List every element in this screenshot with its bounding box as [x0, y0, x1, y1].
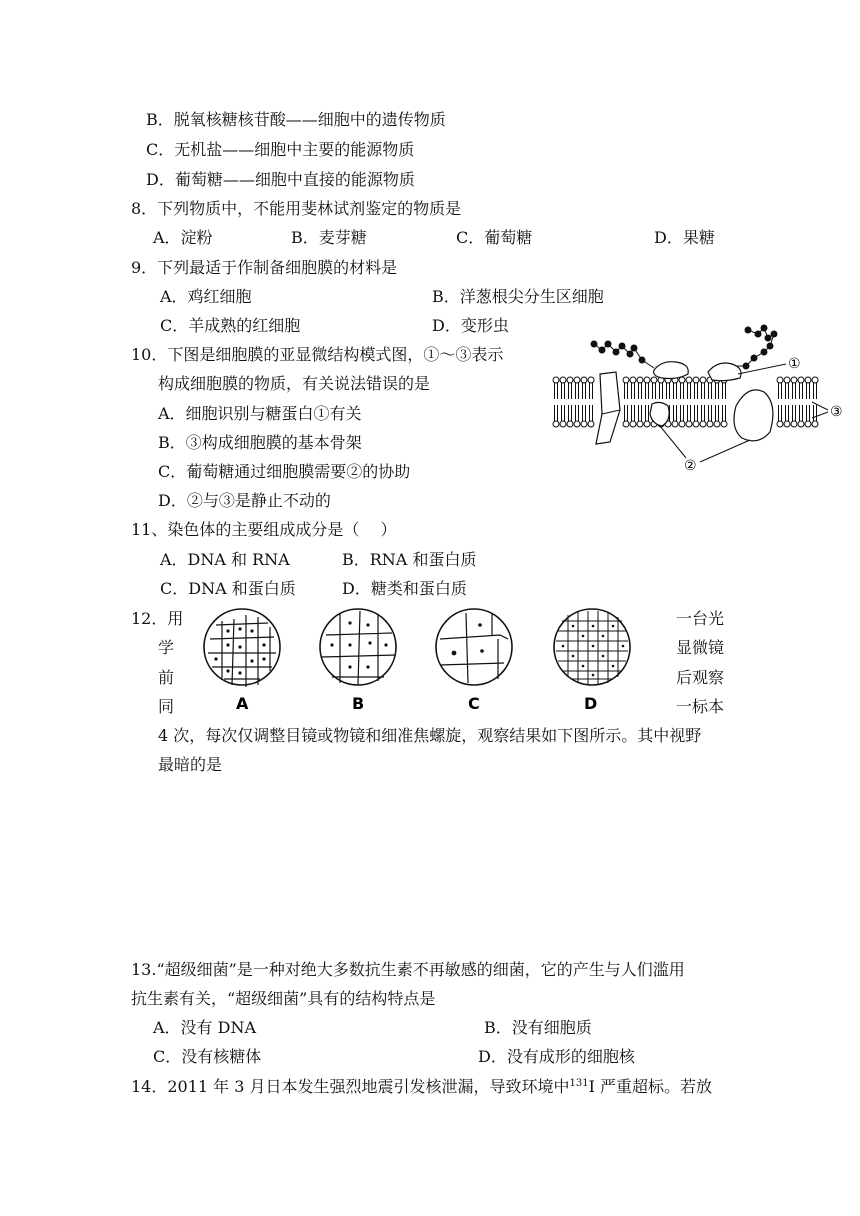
phospholipid-head — [693, 421, 699, 427]
q11-option-c: C．DNA 和蛋白质 — [160, 579, 296, 598]
phospholipid-tail — [723, 405, 726, 421]
q13-option-a: A．没有 DNA — [153, 1018, 257, 1037]
phospholipid-head — [791, 377, 797, 383]
phospholipid-head — [693, 377, 699, 383]
phospholipid-tail — [632, 405, 635, 421]
q8-stem: 8．下列物质中，不能用斐林试剂鉴定的物质是 — [131, 199, 462, 218]
phospholipid-head — [672, 421, 678, 427]
q12-left-2: 学 — [158, 638, 175, 657]
phospholipid-tail — [709, 383, 712, 399]
phospholipid-head — [567, 421, 573, 427]
q9-stem: 9．下列最适于作制备细胞膜的材料是 — [131, 258, 398, 277]
q10-option-b: B．③构成细胞膜的基本骨架 — [158, 433, 362, 452]
q7-option-c: C．无机盐——细胞中主要的能源物质 — [146, 140, 415, 159]
phospholipid-tail — [793, 405, 796, 421]
phospholipid-tail — [786, 383, 789, 399]
phospholipid-tail — [646, 383, 649, 399]
phospholipid-tail — [660, 383, 663, 399]
phospholipid-head — [805, 377, 811, 383]
q10-stem-line2: 构成细胞膜的物质，有关说法错误的是 — [158, 374, 431, 393]
phospholipid-tail — [681, 405, 684, 421]
label-3: ③ — [830, 404, 843, 420]
phospholipid-tail — [702, 405, 705, 421]
phospholipid-tail — [667, 383, 670, 399]
cell-membrane-diagram — [550, 320, 850, 474]
q8-option-c: C．葡萄糖 — [456, 228, 533, 247]
q7-option-d: D．葡萄糖——细胞中直接的能源物质 — [146, 170, 415, 189]
field-b — [320, 609, 396, 685]
phospholipid-head — [630, 421, 636, 427]
phospholipid-tail — [555, 405, 558, 421]
phospholipid-head — [581, 377, 587, 383]
phospholipid-tail — [674, 383, 677, 399]
q10-option-c: C．葡萄糖通过细胞膜需要②的协助 — [158, 462, 411, 481]
phospholipid-head — [553, 421, 559, 427]
q9-option-b: B．洋葱根尖分生区细胞 — [432, 287, 604, 306]
q12-line5: 4 次，每次仅调整目镜或物镜和细准焦螺旋，观察结果如下图所示。其中视野 — [158, 726, 702, 745]
phospholipid-tail — [786, 405, 789, 421]
phospholipid-tail — [639, 405, 642, 421]
q12-right-2: 显微镜 — [676, 638, 725, 657]
label-2: ② — [684, 458, 697, 474]
peripheral-protein-top — [654, 362, 689, 379]
q13-stem-line1: 13.“超级细菌”是一种对绝大多数抗生素不再敏感的细菌，它的产生与人们滥用 — [131, 960, 685, 979]
phospholipid-head — [812, 377, 818, 383]
phospholipid-head — [644, 421, 650, 427]
phospholipid-tail — [688, 383, 691, 399]
phospholipid-head — [553, 377, 559, 383]
q8-option-b: B．麦芽糖 — [291, 228, 367, 247]
q12-left-4: 同 — [158, 697, 175, 716]
q12-left-1: 12．用 — [131, 609, 184, 628]
phospholipid-head — [777, 421, 783, 427]
transmembrane-protein-left — [596, 372, 620, 444]
field-b-label: B — [352, 694, 365, 713]
phospholipid-tail — [716, 383, 719, 399]
q9-option-a: A．鸡红细胞 — [160, 287, 252, 306]
field-d — [554, 609, 630, 685]
phospholipid-tail — [569, 405, 572, 421]
microscope-fields-diagram — [200, 605, 650, 715]
phospholipid-head — [623, 377, 629, 383]
q13-stem-line2: 抗生素有关，“超级细菌”具有的结构特点是 — [131, 989, 436, 1008]
phospholipid-tail — [709, 405, 712, 421]
phospholipid-tail — [807, 405, 810, 421]
phospholipid-tail — [814, 383, 817, 399]
q8-option-a: A．淀粉 — [153, 228, 213, 247]
phospholipid-tail — [702, 383, 705, 399]
peripheral-protein-inner — [650, 402, 669, 426]
phospholipid-tail — [625, 383, 628, 399]
phospholipid-head — [574, 421, 580, 427]
phospholipid-head — [812, 421, 818, 427]
phospholipid-head — [581, 421, 587, 427]
q12-right-4: 一标本 — [676, 697, 725, 716]
phospholipid-head — [574, 377, 580, 383]
phospholipid-head — [679, 421, 685, 427]
phospholipid-tail — [681, 383, 684, 399]
q12-line6: 最暗的是 — [158, 755, 223, 774]
phospholipid-tail — [695, 383, 698, 399]
phospholipid-head — [560, 377, 566, 383]
phospholipid-head — [721, 421, 727, 427]
phospholipid-tail — [562, 383, 565, 399]
q12-right-1: 一台光 — [676, 609, 725, 628]
q11-option-d: D．糖类和蛋白质 — [342, 579, 467, 598]
phospholipid-tail — [800, 405, 803, 421]
q14-stem-post: I 严重超标。若放 — [588, 1077, 713, 1096]
phospholipid-head — [700, 377, 706, 383]
phospholipid-head — [637, 421, 643, 427]
phospholipid-tail — [653, 383, 656, 399]
q13-option-c: C．没有核糖体 — [153, 1047, 262, 1066]
phospholipid-head — [686, 421, 692, 427]
phospholipid-head — [777, 377, 783, 383]
phospholipid-head — [791, 421, 797, 427]
phospholipid-head — [784, 421, 790, 427]
phospholipid-tail — [562, 405, 565, 421]
field-a — [204, 609, 280, 687]
field-d-label: D — [584, 694, 598, 713]
phospholipid-tail — [779, 383, 782, 399]
field-c — [436, 609, 512, 685]
q9-option-d: D．变形虫 — [432, 316, 509, 335]
phospholipid-tail — [590, 405, 593, 421]
q12-right-3: 后观察 — [676, 668, 725, 687]
q14-isotope-mass: 131 — [569, 1078, 589, 1089]
phospholipid-tail — [688, 405, 691, 421]
q10-option-d: D．②与③是静止不动的 — [158, 491, 331, 510]
phospholipid-head — [700, 421, 706, 427]
q14-stem-pre: 14．2011 年 3 月日本发生强烈地震引发核泄漏，导致环境中 — [131, 1077, 570, 1096]
phospholipid-tail — [583, 405, 586, 421]
phospholipid-head — [637, 377, 643, 383]
phospholipid-head — [798, 377, 804, 383]
q9-option-c: C．羊成熟的红细胞 — [160, 316, 301, 335]
q7-option-b: B．脱氧核糖核苷酸——细胞中的遗传物质 — [146, 110, 446, 129]
phospholipid-head — [588, 377, 594, 383]
phospholipid-tail — [807, 383, 810, 399]
q11-option-b: B．RNA 和蛋白质 — [342, 550, 477, 569]
q14-stem — [131, 1077, 712, 1097]
q13-option-b: B．没有细胞质 — [484, 1018, 592, 1037]
field-c-label: C — [468, 694, 480, 713]
phospholipid-tail — [674, 405, 677, 421]
phospholipid-head — [644, 377, 650, 383]
phospholipid-head — [560, 421, 566, 427]
label-1: ① — [788, 356, 801, 372]
phospholipid-head — [784, 377, 790, 383]
phospholipid-tail — [716, 405, 719, 421]
phospholipid-head — [686, 377, 692, 383]
phospholipid-tail — [779, 405, 782, 421]
q8-option-d: D．果糖 — [654, 228, 715, 247]
phospholipid-tail — [639, 383, 642, 399]
phospholipid-tail — [576, 405, 579, 421]
q10-stem-line1: 10．下图是细胞膜的亚显微结构模式图，①～③表示 — [131, 345, 504, 364]
phospholipid-head — [623, 421, 629, 427]
phospholipid-tail — [646, 405, 649, 421]
phospholipid-tail — [569, 383, 572, 399]
phospholipid-head — [567, 377, 573, 383]
phospholipid-tail — [632, 383, 635, 399]
phospholipid-head — [588, 421, 594, 427]
field-a-label: A — [236, 694, 249, 713]
phospholipid-head — [630, 377, 636, 383]
phospholipid-tail — [793, 383, 796, 399]
phospholipid-tail — [590, 383, 593, 399]
phospholipid-tail — [800, 383, 803, 399]
phospholipid-head — [651, 377, 657, 383]
q12-left-3: 前 — [158, 668, 175, 687]
q11-stem: 11、染色体的主要组成成分是（ ） — [131, 520, 397, 539]
phospholipid-tail — [625, 405, 628, 421]
q10-option-a: A．细胞识别与糖蛋白①有关 — [158, 404, 362, 423]
phospholipid-tail — [814, 405, 817, 421]
q11-option-a: A．DNA 和 RNA — [160, 550, 290, 569]
phospholipid-tail — [695, 405, 698, 421]
phospholipid-tail — [555, 383, 558, 399]
q13-option-d: D．没有成形的细胞核 — [478, 1047, 635, 1066]
phospholipid-tail — [583, 383, 586, 399]
transmembrane-protein-right — [734, 390, 773, 441]
phospholipid-head — [707, 421, 713, 427]
phospholipid-tail — [723, 383, 726, 399]
phospholipid-head — [798, 421, 804, 427]
phospholipid-tail — [576, 383, 579, 399]
phospholipid-head — [714, 421, 720, 427]
phospholipid-head — [805, 421, 811, 427]
